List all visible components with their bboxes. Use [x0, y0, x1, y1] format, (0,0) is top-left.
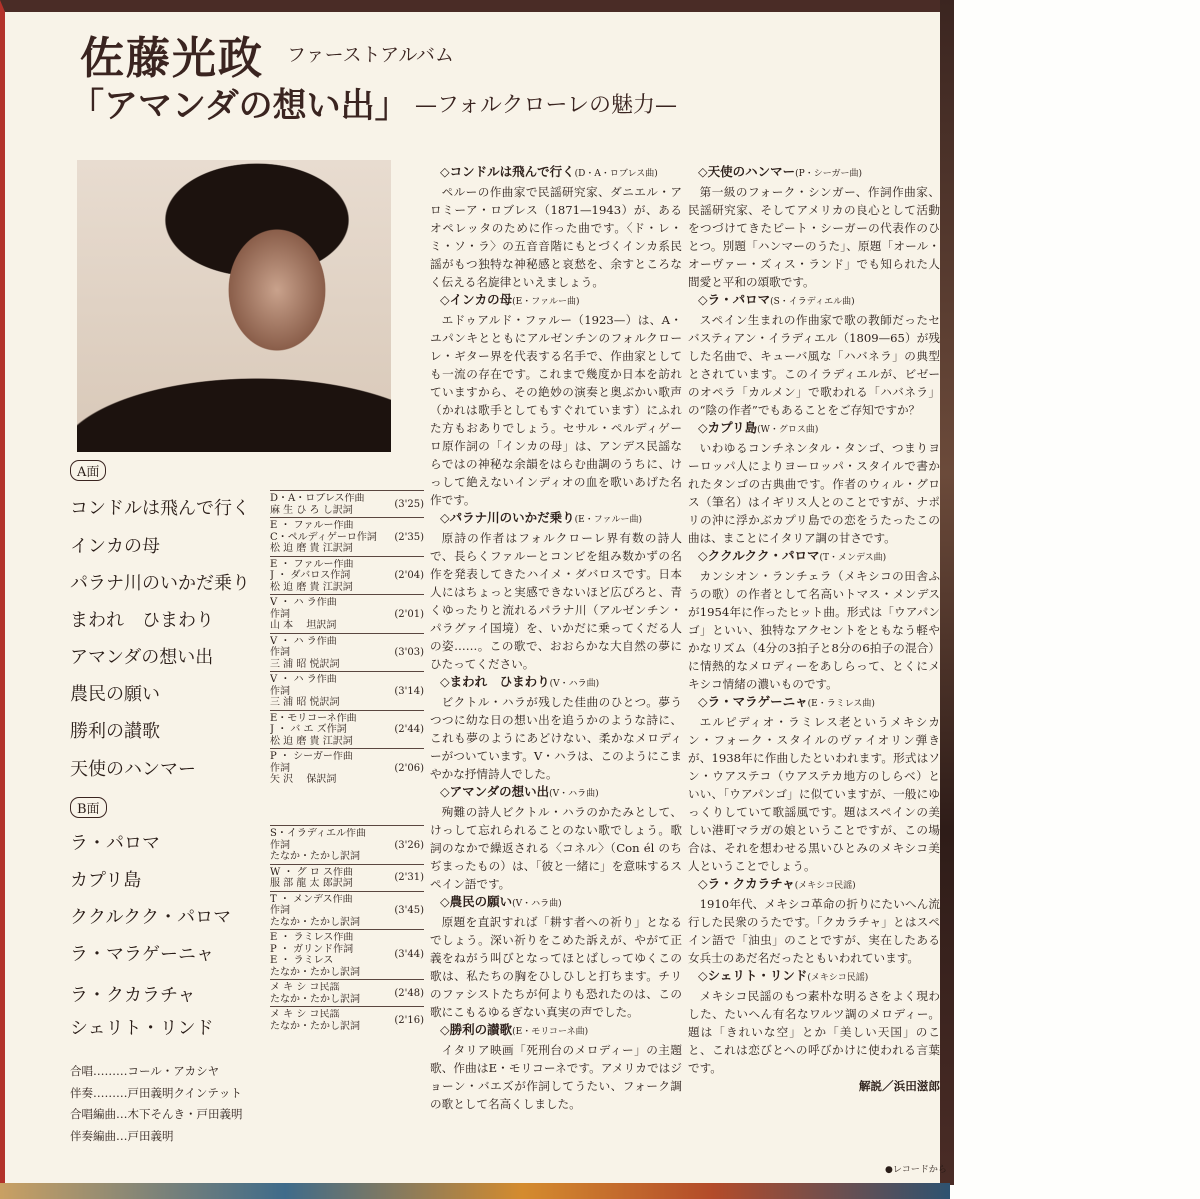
track-duration: (2'35) — [394, 531, 424, 543]
song-name: ◇天使のハンマー — [698, 164, 796, 179]
song-name: ◇シェリト・リンド — [698, 968, 808, 983]
track-title: 農民の願い — [70, 684, 160, 705]
side_b-label: B面 — [70, 797, 107, 818]
composer: (メキシコ民謡) — [794, 881, 856, 891]
song-name: ◇アマンダの想い出 — [440, 784, 550, 799]
track-credit — [270, 710, 424, 749]
composer: (S・イラディエル曲) — [770, 297, 855, 307]
track-duration: (2'44) — [394, 724, 424, 735]
composer: (V・ハラ曲) — [512, 899, 562, 909]
song-name: ◇農民の願い — [440, 894, 513, 909]
track-duration: (2'06) — [394, 762, 424, 774]
track-title: ラ・クカラチャ — [70, 985, 196, 1006]
composer: (D・A・ロブレス曲) — [574, 169, 658, 179]
track-credit — [270, 671, 424, 710]
song-name: ◇ラ・マラゲーニャ — [698, 694, 808, 709]
credit-text: V ・ ハ ラ作曲 作詞 三 浦 昭 悦訳詞 — [270, 674, 340, 708]
track-duration: (3'44) — [394, 949, 424, 961]
track-credit — [270, 864, 424, 891]
track-title: カプリ島 — [70, 870, 142, 891]
composer: (V・ハラ曲) — [549, 789, 599, 799]
composer: (E・モリコーネ曲) — [512, 1027, 589, 1037]
credit-text: S・イラディエル作曲 作詞 たなか・たかし訳詞 — [270, 828, 367, 862]
composer: (T・メンデス曲) — [819, 553, 887, 563]
song-name: ◇まわれ ひまわり — [440, 674, 550, 689]
composer: (E・ファルー曲) — [512, 297, 580, 307]
track-duration: (3'14) — [394, 685, 424, 697]
credit-text: V ・ ハ ラ作曲 作詞 山 本 坦訳詞 — [270, 597, 337, 631]
track-credit — [270, 490, 424, 517]
song-description: スペイン生まれの作曲家で歌の教師だったセバスティアン・イラディエル（1809—65）が残した名曲で、キューバ風な「ハバネラ」の典型とされています。このイラディエルが、ビゼーのオペラ「カルメン」で歌われる「ハバネラ」の“陰の作者”でもあることをご存知ですか？ — [688, 313, 940, 417]
side_a-credits — [270, 490, 424, 787]
staff-credit: 合唱編曲…木下そんき・戸田義明 — [70, 1107, 243, 1121]
track-title: アマンダの想い出 — [70, 647, 214, 668]
side_b-credits — [270, 825, 424, 1033]
song-description: いわゆるコンチネンタル・タンゴ、つまりヨーロッパ人によりヨーロッパ・スタイルで書かれたタンゴの古典曲です。作者のウィル・グロス（筆名）はイギリス人とのことですが、ナポリの沖に浮かぶカプリ島での恋をうたったこの曲は、まことにイタリア調の甘さです。 — [688, 441, 940, 545]
song-description: エルピディオ・ラミレス老というメキシカン・フォーク・スタイルのヴァイオリン弾きが、1938年に作曲したといわれます。形式はソン・ウアステコ（ウアステカ地方のしらべ）といい、「ウアパンゴ」に似ていますが、一般にゆっくりしていて歌謡風です。題はスペインの美しい港町マラガの娘ということですが、この場合は、それを想わせる黒いひとみのメキシコ美人ということでしょう。 — [688, 715, 940, 873]
track-credit — [270, 825, 424, 864]
album-title: 「アマンダの想い出」 — [70, 86, 409, 126]
track-credit — [270, 517, 424, 556]
notes-column-1 — [430, 163, 682, 1113]
track-credit — [270, 594, 424, 633]
song-description: 原詩の作者はフォルクローレ界有数の詩人で、長らくファルーとコンビを組み数かずの名作を発表してきたハイメ・ダバロスです。日本人にはちょっと実感できないほど広びろと、青くゆったりと流れるパラナ川（アルゼンチン・パラグァイ国境）を、いかだに乗ってくだる人の姿……。この歌で、おおらかな大自然の夢にひたってください。 — [430, 531, 682, 671]
side_a-label: A面 — [70, 460, 106, 481]
song-heading — [430, 509, 682, 529]
song-description: ペルーの作曲家で民謡研究家、ダニエル・アロミーア・ロブレス（1871—1943）が、あるオペレッタのために作った曲です。〈ド・レ・ミ・ソ・ラ〉の五音音階にもとづくインカ系民謡がもつ独特な神秘感と哀愁を、余すところなく伝える名旋律といえましょう。 — [430, 185, 682, 289]
track-credit — [270, 891, 424, 930]
song-description: 殉難の詩人ビクトル・ハラのかたみとして、けっして忘れられることのない歌でしょう。歌詞のなかで繰返される〈コネル〉（Con él のちぢまったもの）は、「彼と一緒に」を意味するスペイン語です。 — [430, 805, 682, 891]
song-description: イタリア映画「死刑台のメロディー」の主題歌、作曲はE・モリコーネです。アメリカではジョーン・バエズが作詞してうたい、フォーク調の歌として名高くしました。 — [430, 1043, 682, 1111]
song-name: ◇ラ・パロマ — [698, 292, 771, 307]
credit-text: T ・ メンデス作曲 作詞 たなか・たかし訳詞 — [270, 893, 360, 928]
song-heading — [430, 673, 682, 693]
song-description: メキシコ民謡のもつ素朴な明るさをよく現わした、たいへん有名なワルツ調のメロディー。題は「きれいな空」とか「美しい天国」のこと、これは恋びとへの呼びかけに使われる言葉です。 — [688, 989, 940, 1075]
song-name: ◇パラナ川のいかだ乗り — [440, 510, 575, 525]
song-heading — [430, 783, 682, 803]
credit-text: E ・ ラミレス作曲 P ・ ガリンド作詞 E ・ ラミレス たなか・たかし訳詞 — [270, 932, 360, 978]
credit-text: メ キ シ コ民謡 たなか・たかし訳詞 — [270, 982, 360, 1005]
track-title: インカの母 — [70, 536, 160, 557]
artist-name: 佐藤光政 — [80, 33, 264, 84]
composer: (P・シーガー曲) — [795, 169, 863, 179]
composer: (W・グロス曲) — [757, 425, 819, 435]
track-title: ラ・パロマ — [70, 833, 160, 854]
track-credit — [270, 633, 424, 672]
track-credit — [270, 929, 424, 979]
track-duration: (3'26) — [394, 839, 424, 851]
song-heading — [688, 547, 940, 567]
notes-column-2 — [688, 163, 940, 1095]
track-duration: (2'04) — [394, 570, 424, 581]
track-title: 勝利の讃歌 — [70, 721, 160, 742]
staff-credit: 伴奏編曲…戸田義明 — [70, 1128, 174, 1143]
credit-text: V ・ ハ ラ作曲 作詞 三 浦 昭 悦訳詞 — [270, 635, 340, 670]
track-duration: (3'03) — [394, 647, 424, 658]
footnote: ●レコードから — [885, 1165, 947, 1175]
song-heading — [688, 967, 940, 987]
composer: (E・ラミレス曲) — [807, 699, 875, 709]
credit-text: D・A・ロブレス作曲 麻 生 ひ ろ し訳詞 — [270, 493, 365, 516]
song-heading — [688, 291, 940, 311]
track-credit — [270, 1006, 424, 1033]
song-name: ◇ククルクク・パロマ — [698, 548, 820, 563]
credit-text: E ・ ファルー作曲 J ・ ダバロス作詞 松 迫 磨 貴 江訳詞 — [270, 558, 354, 593]
track-duration: (3'25) — [394, 498, 424, 510]
track-title: ククルクク・パロマ — [70, 907, 232, 928]
credit-text: メ キ シ コ民謡 たなか・たかし訳詞 — [270, 1009, 360, 1032]
song-description: 第一級のフォーク・シンガー、作詞作曲家、民謡研究家、そしてアメリカの良心として活動をつづけてきたピート・シーガーの代表作のひとつ。別題「ハンマーのうた」、原題「オール・オーヴァー・ズィス・ランド」でも知られた人間愛と平和の頌歌です。 — [688, 185, 940, 289]
song-description: ビクトル・ハラが残した佳曲のひとつ。夢うつつに幼な日の想い出を追うかのような詩に、これも夢のようにあどけない、柔かなメロディーがついています。V・ハラは、このようにこまやかな抒情詩人でした。 — [430, 695, 682, 781]
staff-credit: 合唱………コール・アカシヤ — [70, 1064, 220, 1078]
song-name: ◇ラ・クカラチャ — [698, 876, 795, 891]
track-duration: (2'01) — [394, 608, 424, 620]
track-duration: (2'16) — [394, 1014, 424, 1026]
track-duration: (2'48) — [394, 987, 424, 999]
track-title: ラ・マラゲーニャ — [70, 944, 214, 965]
track-title: コンドルは飛んで行く — [70, 498, 250, 519]
song-name: ◇勝利の讃歌 — [440, 1022, 513, 1037]
composer: (V・ハラ曲) — [549, 679, 600, 689]
track-duration: (3'45) — [394, 905, 424, 916]
artist-photo — [77, 160, 391, 452]
track-title: シェリト・リンド — [70, 1018, 214, 1039]
composer: (E・ファルー曲) — [574, 515, 643, 525]
song-heading — [688, 419, 940, 439]
album-type: ファーストアルバム — [287, 44, 455, 66]
song-name: ◇カプリ島 — [698, 420, 758, 435]
credit-text: P ・ シーガー作曲 作詞 矢 沢 保訳詞 — [270, 751, 353, 785]
track-duration: (2'31) — [394, 872, 424, 884]
track-title: 天使のハンマー — [70, 759, 196, 780]
credit-text: E ・ ファルー作曲 C・ペルディゲーロ作詞 松 迫 磨 貴 江訳詞 — [270, 520, 377, 554]
track-credit — [270, 979, 424, 1006]
track-credit — [270, 556, 424, 595]
track-credit — [270, 748, 424, 787]
song-description: エドゥアルド・ファルー（1923—）は、A・ユパンキとともにアルゼンチンのフォルクローレ・ギター界を代表する名手で、作曲家としても一流の存在です。これまで幾度か日本を訪れていますから、その絶妙の演奏と奥ぶかい歌声（かれは歌手としてもすぐれています）にふれた方もおありでしょう。セサル・ペルディゲーロ原作詞の「インカの母」は、アンデス民謡ならではの神秘な余韻をはらむ曲調のうちに、けっして絶えないインディオの血を歌いあげた名作です。 — [430, 313, 682, 507]
song-name: ◇コンドルは飛んで行く — [440, 164, 575, 179]
credit-text: E・モリコーネ作曲 J ・ バ エ ズ作詞 松 迫 磨 貴 江訳詞 — [270, 712, 357, 747]
song-heading — [430, 1021, 682, 1041]
track-title: まわれ ひまわり — [70, 610, 214, 631]
commentary-author: 解説／浜田滋郎 — [858, 1079, 940, 1093]
composer: (メキシコ民謡) — [807, 973, 869, 983]
song-description: 1910年代、メキシコ革命の折りにたいへん流行した民衆のうたです。「クカラチャ」とはスペイン語で「油虫」のことですが、実在したある女兵士のあだ名だったともいわれています。 — [688, 897, 940, 965]
song-heading — [688, 163, 940, 183]
credit-text: W ・ グ ロ ス作曲 服 部 龍 太 郎訳詞 — [270, 866, 353, 889]
song-description: カンシオン・ランチェラ（メキシコの田舎ふうの歌）の作者として名高いトマス・メンデスが1954年に作ったヒット曲。形式は「ウアパンゴ」といい、独特なアクセントをともなう軽やかなリズム（4分の3拍子と8分の6拍子の混合）に情熱的なメロディーをあしらって、とくにメキシコ情緒の濃いものです。 — [688, 569, 940, 691]
track-title: パラナ川のいかだ乗り — [70, 573, 250, 594]
song-heading — [430, 893, 682, 913]
album-subtitle: —フォルクローレの魅力— — [415, 93, 678, 118]
bottom-strip — [0, 1183, 950, 1199]
song-name: ◇インカの母 — [440, 292, 513, 307]
song-heading — [688, 693, 940, 713]
sleeve-edge — [940, 0, 954, 1185]
song-description: 原題を直訳すれば「耕す者への祈り」となるでしょう。深い祈りをこめた訴えが、やがて正義をねがう叫びとなってほとばしってゆくこの歌は、私たちの胸をひしひしと打ちます。チリのファシストたちが何よりも恐れたのは、この歌にこもるゆるぎない真実の声でした。 — [430, 915, 682, 1019]
staff-credit: 伴奏………戸田義明クインテット — [70, 1085, 242, 1100]
song-heading — [430, 291, 682, 311]
song-heading — [430, 163, 682, 183]
song-heading — [688, 875, 940, 895]
